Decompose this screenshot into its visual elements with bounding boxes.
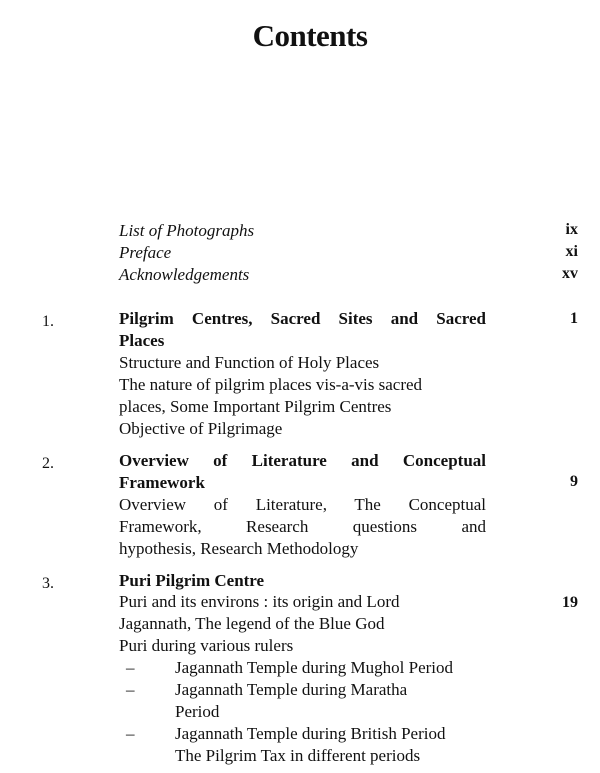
chapter-line: hypothesis, Research Methodology [119,539,359,558]
chapter-line: Puri during various rulers [119,636,294,655]
chapter-line: Overview of Literature, The Conceptual [119,495,486,514]
front-matter-page: xv [562,265,578,282]
front-matter-page: ix [565,221,578,238]
chapter-title: Puri Pilgrim Centre [119,571,265,590]
chapter-line: Structure and Function of Holy Places [119,353,380,372]
sub-item: The Pilgrim Tax in different periods [175,746,421,765]
chapter-page: 19 [562,594,578,611]
front-matter-list-of-photographs: List of Photographs [119,221,255,240]
chapter-line: Jagannath, The legend of the Blue God [119,614,385,633]
chapter-line: The nature of pilgrim places vis-a-vis sacred [119,375,423,394]
chapter-line: Puri and its environs : its origin and Lord [119,592,400,611]
chapter-page: 1 [570,310,578,327]
chapter-page: 9 [570,473,578,490]
chapter-line: places, Some Important Pilgrim Centres [119,397,392,416]
chapter-title: Places [119,331,165,350]
chapter-line: Framework, Research questions and [119,517,486,536]
sub-item: Jagannath Temple during Maratha [175,680,408,699]
chapter-title: Pilgrim Centres, Sacred Sites and Sacred [119,309,486,328]
page-title: Contents [252,18,368,53]
list-dash: – [126,680,135,699]
sub-item: Jagannath Temple during Mughol Period [175,658,454,677]
chapter-title: Framework [119,473,205,492]
chapter-line: Objective of Pilgrimage [119,419,283,438]
front-matter-acknowledgements: Acknowledgements [119,265,250,284]
chapter-number: 1. [42,313,54,330]
chapter-number: 3. [42,575,54,592]
front-matter-preface: Preface [119,243,172,262]
sub-item: Jagannath Temple during British Period [175,724,446,743]
chapter-title: Overview of Literature and Conceptual [119,451,486,470]
front-matter-page: xi [565,243,578,260]
list-dash: – [126,658,135,677]
sub-item: Period [175,702,220,721]
list-dash: – [126,724,135,743]
chapter-number: 2. [42,455,54,472]
